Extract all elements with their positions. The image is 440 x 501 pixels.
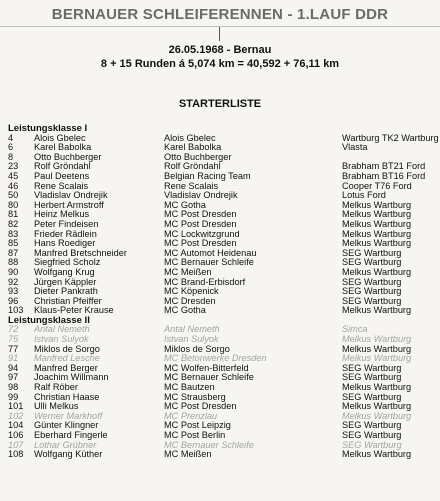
- start-number: 94: [8, 362, 19, 373]
- race-date: 26.05.1968 - Bernau: [168, 44, 272, 56]
- start-number: 92: [8, 276, 19, 287]
- driver-name: Manfred Berger: [34, 362, 98, 373]
- driver-name: Manfred Bretschneider: [34, 247, 127, 258]
- start-number: 85: [8, 238, 19, 249]
- entrant-name: MC Brand-Erbisdorf: [164, 276, 246, 287]
- start-number: 101: [8, 401, 24, 412]
- driver-name: Wolfgang Küther: [34, 449, 103, 460]
- driver-name: Vladislav Ondrejik: [34, 190, 108, 201]
- start-number: 93: [8, 286, 19, 297]
- entrant-name: Vladislav Ondrejik: [164, 190, 238, 201]
- driver-name: Rolf Gröndahl: [34, 161, 91, 172]
- entrant-name: MC Prenzlau: [164, 410, 218, 421]
- title-tick: [219, 27, 220, 41]
- driver-name: Peter Findeisen: [34, 218, 99, 229]
- start-number: 4: [8, 132, 14, 143]
- car-name: Melkus Wartburg: [342, 266, 412, 277]
- car-name: Brabham BT21 Ford: [342, 161, 426, 172]
- entrant-name: Alois Gbelec: [164, 132, 216, 143]
- driver-name: Paul Deetens: [34, 170, 90, 181]
- start-number: 102: [8, 410, 24, 421]
- car-name: SEG Wartburg: [342, 372, 402, 383]
- car-name: Melkus Wartburg: [342, 353, 412, 364]
- car-name: Melkus Wartburg: [342, 449, 412, 460]
- car-name: SEG Wartburg: [342, 295, 402, 306]
- entrant-name: Antal Nemeth: [164, 324, 220, 335]
- entrant-name: MC Meißen: [164, 449, 212, 460]
- driver-name: Jürgen Käppler: [34, 276, 97, 287]
- entrant-name: Rolf Gröndahl: [164, 161, 221, 172]
- start-number: 72: [8, 324, 19, 335]
- driver-name: Christian Pfeiffer: [34, 295, 102, 306]
- car-name: SEG Wartburg: [342, 439, 402, 450]
- start-number: 45: [8, 170, 19, 181]
- car-name: Melkus Wartburg: [342, 382, 412, 393]
- entrant-name: MC Post Dresden: [164, 238, 237, 249]
- start-number: 80: [8, 199, 19, 210]
- entrant-name: MC Post Berlin: [164, 430, 226, 440]
- driver-name: Siegfried Scholz: [34, 257, 101, 268]
- start-number: 6: [8, 142, 14, 153]
- entrant-name: Rene Scalais: [164, 180, 219, 191]
- driver-name: Lothar Grübner: [34, 439, 97, 450]
- car-name: SEG Wartburg: [342, 257, 402, 268]
- driver-name: Otto Buchberger: [34, 151, 102, 162]
- start-number: 77: [8, 343, 19, 354]
- car-name: Melkus Wartburg: [342, 401, 412, 412]
- start-number: 99: [8, 391, 19, 402]
- class-heading: Leistungsklasse II: [8, 314, 90, 326]
- entrant-name: MC Bernauer Schleife: [164, 439, 254, 450]
- car-name: Melkus Wartburg: [342, 218, 412, 229]
- car-name: SEG Wartburg: [342, 286, 402, 297]
- car-name: Brabham BT16 Ford: [342, 170, 426, 181]
- entrant-name: Belgian Racing Team: [164, 170, 251, 181]
- start-number: 88: [8, 257, 19, 268]
- entrant-name: MC Strausberg: [164, 391, 226, 402]
- driver-name: Dieter Pankrath: [34, 286, 98, 297]
- car-name: Melkus Wartburg: [342, 410, 412, 421]
- car-name: Vlasta: [342, 142, 368, 153]
- car-name: SEG Wartburg: [342, 247, 402, 258]
- driver-name: Frieder Rädlein: [34, 228, 97, 239]
- entrant-name: MC Automot Heidenau: [164, 247, 257, 258]
- entrant-name: MC Meißen: [164, 266, 212, 277]
- entrant-name: MC Post Dresden: [164, 401, 237, 412]
- car-name: SEG Wartburg: [342, 420, 402, 431]
- start-number: 98: [8, 382, 19, 393]
- car-name: Melkus Wartburg: [342, 228, 412, 239]
- entry-row: [8, 306, 436, 316]
- start-number: 90: [8, 266, 19, 277]
- start-number: 106: [8, 430, 24, 440]
- driver-name: Joachim Willmann: [34, 372, 109, 383]
- start-number: 96: [8, 295, 19, 306]
- car-name: Melkus Wartburg: [342, 343, 412, 354]
- start-number: 50: [8, 190, 19, 201]
- entrant-name: Otto Buchberger: [164, 151, 232, 162]
- document-title: BERNAUER SCHLEIFERENNEN - 1.LAUF DDR: [51, 6, 389, 23]
- entrant-name: MC Bernauer Schleife: [164, 257, 254, 268]
- background-watermark: [402, 29, 440, 41]
- class-heading: Leistungsklasse I: [8, 123, 88, 134]
- starter-list-heading: STARTERLISTE: [178, 98, 262, 110]
- car-name: SEG Wartburg: [342, 391, 402, 402]
- entrant-name: MC Wolfen-Bitterfeld: [164, 362, 249, 373]
- car-name: SEG Wartburg: [342, 362, 402, 373]
- entrant-name: Karel Babolka: [164, 142, 222, 153]
- start-number: 103: [8, 305, 24, 316]
- start-number: 107: [8, 439, 24, 450]
- driver-name: Hans Roediger: [34, 238, 96, 249]
- entrant-name: MC Post Leipzig: [164, 420, 231, 431]
- entrant-name: MC Gotha: [164, 305, 206, 316]
- driver-name: Miklos de Sorgo: [34, 343, 100, 354]
- driver-name: Heinz Melkus: [34, 209, 90, 220]
- car-name: Cooper T76 Ford: [342, 180, 412, 191]
- title-rule: [0, 26, 440, 27]
- start-number: 108: [8, 449, 24, 460]
- start-number: 82: [8, 218, 19, 229]
- driver-name: Antal Nemeth: [34, 324, 90, 335]
- entry-row: [8, 450, 436, 460]
- start-number: 97: [8, 372, 19, 383]
- driver-name: Rene Scalais: [34, 180, 89, 191]
- start-number: 87: [8, 247, 19, 258]
- driver-name: Eberhard Fingerle: [34, 430, 108, 440]
- start-number: 83: [8, 228, 19, 239]
- entrant-name: MC Bautzen: [164, 382, 215, 393]
- entrant-name: MC Köpenick: [164, 286, 219, 297]
- start-number: 8: [8, 151, 14, 162]
- car-name: Simca: [342, 324, 368, 335]
- driver-name: Klaus-Peter Krause: [34, 305, 114, 316]
- driver-name: Alois Gbelec: [34, 132, 86, 143]
- start-number: 81: [8, 209, 19, 220]
- car-name: SEG Wartburg: [342, 430, 402, 440]
- entrant-name: MC Betonwerke Dresden: [164, 353, 267, 364]
- start-number: 75: [8, 334, 19, 345]
- car-name: Melkus Wartburg: [342, 199, 412, 210]
- entrant-name: MC Post Dresden: [164, 209, 237, 220]
- driver-name: Ulli Melkus: [34, 401, 79, 412]
- start-number: 46: [8, 180, 19, 191]
- driver-name: Wolfgang Krug: [34, 266, 95, 277]
- driver-name: Istvan Sulyok: [34, 334, 89, 345]
- driver-name: Günter Klingner: [34, 420, 99, 431]
- driver-name: Werner Markhoff: [34, 410, 103, 421]
- driver-name: Karel Babolka: [34, 142, 92, 153]
- car-name: Wartburg TK2 Wartburg: [342, 132, 439, 143]
- entrant-name: MC Gotha: [164, 199, 206, 210]
- entrant-name: Istvan Sulyok: [164, 334, 219, 345]
- driver-name: Herbert Armstroff: [34, 199, 104, 210]
- start-number: 104: [8, 420, 24, 431]
- race-distance: 8 + 15 Runden á 5,074 km = 40,592 + 76,11 km: [100, 58, 340, 70]
- entry-list: [8, 123, 439, 460]
- car-name: Lotus Ford: [342, 190, 386, 201]
- start-number: 23: [8, 161, 19, 172]
- driver-name: Christian Haase: [34, 391, 100, 402]
- entrant-name: MC Bernauer Schleife: [164, 372, 254, 383]
- driver-name: Manfred Lesche: [34, 353, 100, 364]
- entrant-name: MC Dresden: [164, 295, 216, 306]
- car-name: Melkus Wartburg: [342, 305, 412, 316]
- driver-name: Ralf Röber: [34, 382, 78, 393]
- start-number: 91: [8, 353, 19, 364]
- car-name: Melkus Wartburg: [342, 238, 412, 249]
- car-name: SEG Wartburg: [342, 276, 402, 287]
- entrant-name: MC Post Dresden: [164, 218, 237, 229]
- car-name: Melkus Wartburg: [342, 209, 412, 220]
- entrant-name: Miklos de Sorgo: [164, 343, 230, 354]
- entrant-name: MC Lockwitzgrund: [164, 228, 240, 239]
- car-name: Melkus Wartburg: [342, 334, 412, 345]
